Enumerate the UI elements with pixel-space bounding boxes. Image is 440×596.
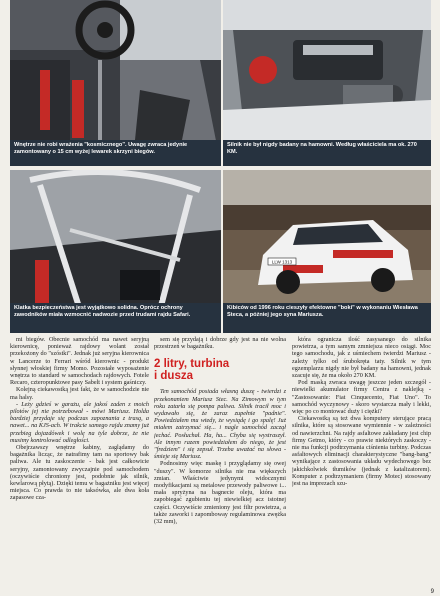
page-number: 9 (430, 589, 434, 595)
article-column-3 (292, 336, 431, 594)
article-column-2 (154, 336, 286, 594)
paragraph: mi biegów. Obecnie samochód ma nawet seryjną kierownicę, ponieważ rajdowy wolant został przekożony do "szóstki". Jednak już seryjna kierownica w Lancerze to Ferrari wśród kierownic - produkt słynnej włoskiej firmy Momo. Pozostałe wyposażenie wnętrza to standard w samochodach rajdowych. Fotele Recaro, czteropunktowe pasy Sabelt i system gaśniczy. (10, 336, 149, 387)
caption-interior (10, 140, 221, 166)
paragraph: - Leży gdzieś w garażu, ale jakoś zaden z moich pilotów jej nie potrzebował - mówi Mariusz. Holda bardziej przydaje się podczas zapoznania z trasą, a nawet... na KJS-ach. W trakcie samego rajdu znamy już przebieg dojazdówek i wolę na tyle dobrze, że nie musimy kontrolować odległości. (10, 400, 149, 444)
caption-car-text: Kibiców od 1996 roku cieszyły efektowne "boki" w wykonaniu Wiesława Steca, a później jego syna Mariusza. (227, 305, 418, 318)
section-heading-line1: 2 litry, turbina (154, 358, 230, 371)
section-heading (154, 358, 286, 382)
caption-cage-text: Klatka bezpieczeństwa jest wyjątkowo solidna. Oprócz ochrony zawodników miała wzmocnić nadwozie przed trudami rajdu Safari. (14, 305, 191, 318)
caption-car (223, 303, 431, 333)
paragraph: Pod maską zwraca uwagę jeszcze jeden szczegół - niewielki akumulator firmy Centra z naklejką - "Zastosowanie: Fiat Cinquecento, Fiat Uno". To samochód wyczynowy - skoro wystarcza mały i lekki, więc po co montować duży i ciężki? (292, 379, 431, 416)
paragraph: Obejrzawszy wnętrze kabiny, zaglądamy do bagażnika licząc, że natrafimy tam na sportowy bak paliwa. Ale tu zaskoczenie - bak jest całkowicie seryjny, zamontowany zwyczajnie pod samochodem (oczywiście chroniony jest, podobnie jak silnik, kewlarową płytą). Dzięki temu w bagażniku jest więcej miejsca. Co prawda to nie taksówka, ale dwa koła zapasowe cza- (10, 444, 149, 502)
caption-engine (223, 140, 431, 166)
section-heading-line2: i dusza (154, 370, 193, 383)
caption-interior-text: Wnętrze nie robi wrażenia "kosmicznego". Uwagę zwraca jedynie zamontowany o 15 cm wyżej lewarek skrzyni biegów. (14, 142, 188, 155)
car-plate: LLW 1313 (271, 259, 293, 265)
paragraph: Kolejną ciekawostką jest fakt, że w samochodzie nie ma halsy. (10, 386, 149, 401)
caption-cage (10, 303, 221, 333)
paragraph: Ciekawostką są też dwa komputery sterujące pracą silnika, które są stosowane wymiennie - w zależności od nawierzchni. Na rajdy asfaltowe zakładany jest chip firmy Getmo, który - co prawie niektórych zaskoczy - nie ma funkcji podtrzymania ciśnienia turbiny. Podczas asfaltowych eliminacji charakterystyczne "bang-bang" wynikające z zastosowania układu wydechowego bez jakichkolwiek tłumików (jednak z katalizatorem). Komputer z podtrzymaniem (firmy Motec) stosowany jest na imprezach szu- (292, 415, 431, 488)
caption-engine-text: Silnik nie był nigdy badany na hamowni. Według właściciela ma ok. 270 KM. (227, 142, 417, 155)
article-column-1 (10, 336, 149, 594)
paragraph: która ogranicza ilość zasysanego do silnika powietrza, a tym samym zmniejsza nieco osiągi. Moc tego samochodu, jak z uśmiechem twierdzi Mariusz - zależy tylko od śrubokręta taty. Silnik w tym egzemplarzu nigdy nie był badany na hamowni, jednak szacuje się, że ma około 270 KM. (292, 336, 431, 380)
paragraph: Ten samochód posiada własną duszę - twierdzi z przekonaniem Mariusz Stec. Na Zimowym w tym roku zatarła się pompa paliwa. Silnik tracił moc i wydawało się, że zaraz zupełnie "padnie". Powiedziałem mu wtedy, że wysiądę i go spalę! Już miałem zatrzymać się... i nagle samochód zaczął jechać. Posłuchał. Ha, ha... Chyba się wystraszył. Ale innym razem powiedziałem do niego, że jest "fredziem" i się zepsuł. Trzeba uważać na słowa - śmieje się Mariusz. (154, 388, 286, 461)
paragraph: sem się przydają i dobrze gdy jest na nie wolna przestrzeń w bagażniku. (154, 336, 286, 351)
paragraph: Podnosimy więc maskę i przyglądamy się owej "duszy". W komorze silnika nie ma większych zmian. Właściwie jedynymi widocznymi modyfikacjami są metalowe przewody paliwowe i... mała spryżyna na bagnecie oleju, która ma zapobiegać zgubieniu tej niewielkiej acz istotnej części. Oczywiście zmieniony jest filtr powietrza, a także zaworki i zapomboway regulaminowa zwężka (32 mm), (154, 460, 286, 526)
